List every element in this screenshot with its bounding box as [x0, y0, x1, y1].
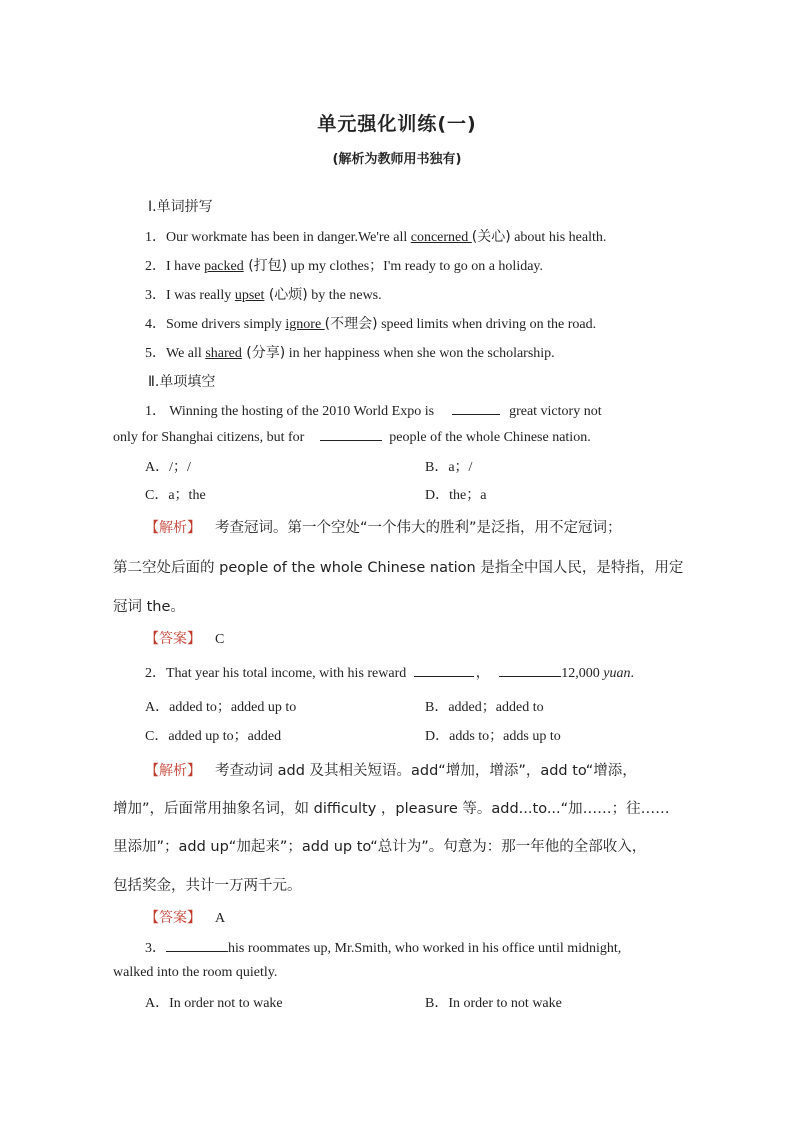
question-text: people of the whole Chinese nation. — [389, 430, 591, 445]
question-text: only for Shanghai citizens, but for — [113, 430, 305, 445]
q2-option-d: D．adds to；adds up to — [425, 729, 561, 744]
item-text: up my clothes；I'm ready to go on a holiday. — [287, 259, 544, 274]
q2-option-a: A．added to；added up to — [145, 700, 297, 715]
chinese-hint: (打包) — [243, 258, 288, 274]
item-text: I have — [166, 259, 205, 274]
explanation-tag: 【解析】 — [145, 763, 201, 779]
chinese-hint: (分享) — [241, 345, 286, 361]
answer-blank — [499, 664, 561, 677]
explanation-text: 考查动词 add 及其相关短语。add“增加，增添”，add to“增添， — [215, 763, 637, 779]
chinese-hint: (心烦) — [264, 287, 308, 303]
q2-answer — [145, 907, 225, 927]
question-text: 1． Winning the hosting of the 2010 World Expo is — [145, 404, 435, 419]
spelling-item-5 — [145, 342, 555, 362]
item-number: 3． — [145, 941, 166, 956]
spelling-item-4 — [145, 313, 596, 333]
item-text: We all — [166, 346, 206, 361]
item-text: speed limits when driving on the road. — [377, 317, 597, 332]
item-text: by the news. — [307, 288, 382, 303]
q1-answer — [145, 628, 224, 648]
question-text: 12,000 — [561, 666, 600, 681]
item-text: Our workmate has been in danger.We're all — [166, 230, 411, 245]
item-number: 2． — [145, 259, 166, 274]
spelling-item-3 — [145, 284, 382, 304]
question-text: ， — [475, 666, 490, 681]
answer-blank — [452, 402, 500, 415]
q3-option-b: B．In order to not wake — [425, 996, 562, 1011]
q2-option-c: C．added up to；added — [145, 729, 282, 744]
item-number: 4． — [145, 317, 166, 332]
chinese-hint: (不理会) — [324, 316, 378, 332]
page-title: 单元强化训练(一) — [317, 113, 477, 135]
answer-word: concerned — [410, 230, 472, 245]
section-heading-single-choice: Ⅱ.单项填空 — [148, 374, 216, 390]
answer-word: shared — [205, 346, 242, 361]
answer-blank — [320, 428, 382, 441]
q1-explanation-line-3: 冠词 the。 — [113, 599, 185, 615]
answer-tag: 【答案】 — [145, 631, 201, 647]
section-heading-spelling: Ⅰ.单词拼写 — [148, 199, 213, 215]
question-text: his roommates up, Mr.Smith, who worked in his office until midnight, — [228, 941, 622, 956]
answer-blank — [414, 664, 474, 677]
q1-explanation-line-1 — [145, 516, 622, 537]
item-text: I was really — [166, 288, 235, 303]
question-2-line-1 — [145, 662, 634, 682]
question-text: 2．That year his total income, with his reward — [145, 666, 407, 681]
question-text: great victory not — [509, 404, 602, 419]
explanation-tag: 【解析】 — [145, 520, 201, 536]
item-number: 3． — [145, 288, 166, 303]
item-text: in her happiness when she won the scholarship. — [285, 346, 555, 361]
q2-explanation-line-3: 里添加”；add up“加起来”；add up to“总计为”。句意为：那一年他的全部收入， — [113, 839, 647, 855]
item-number: 1． — [145, 230, 166, 245]
q1-explanation-line-2: 第二空处后面的 people of the whole Chinese nation 是指全中国人民，是特指，用定 — [113, 560, 684, 576]
question-text: yuan — [603, 666, 631, 681]
answer-word: packed — [204, 259, 244, 274]
explanation-text: 考查冠词。第一个空处“一个伟大的胜利”是泛指，用不定冠词； — [215, 520, 622, 536]
answer-word: ignore — [285, 317, 325, 332]
item-number: 5． — [145, 346, 166, 361]
q2-option-b: B．added；added to — [425, 700, 544, 715]
spelling-item-1 — [145, 226, 606, 246]
q2-explanation-line-4: 包括奖金，共计一万两千元。 — [113, 878, 302, 894]
answer-letter: A — [215, 911, 226, 926]
answer-tag: 【答案】 — [145, 910, 201, 926]
answer-word: upset — [234, 288, 265, 303]
q2-explanation-line-1 — [145, 759, 637, 780]
q1-option-a: A．/；/ — [145, 460, 191, 475]
page-subtitle: (解析为教师用书独有) — [332, 152, 462, 167]
question-1-line-1 — [145, 400, 602, 420]
question-1-line-2 — [113, 428, 591, 446]
q2-explanation-line-2: 增加”，后面常用抽象名词，如 difficulty ，pleasure 等。add...to...“加……；往…… — [113, 801, 670, 817]
question-text: . — [630, 666, 634, 681]
answer-blank — [166, 939, 228, 952]
q3-option-a: A．In order not to wake — [145, 996, 283, 1011]
item-text: about his health. — [510, 230, 607, 245]
item-text: Some drivers simply — [166, 317, 286, 332]
q1-option-c: C．a；the — [145, 488, 206, 503]
question-3-line-2: walked into the room quietly. — [113, 965, 278, 980]
q1-option-d: D．the；a — [425, 488, 487, 503]
spelling-item-2 — [145, 255, 543, 275]
question-3-line-1 — [145, 937, 621, 957]
chinese-hint: (关心) — [471, 229, 511, 245]
q1-option-b: B．a；/ — [425, 460, 473, 475]
answer-letter: C — [215, 632, 225, 647]
